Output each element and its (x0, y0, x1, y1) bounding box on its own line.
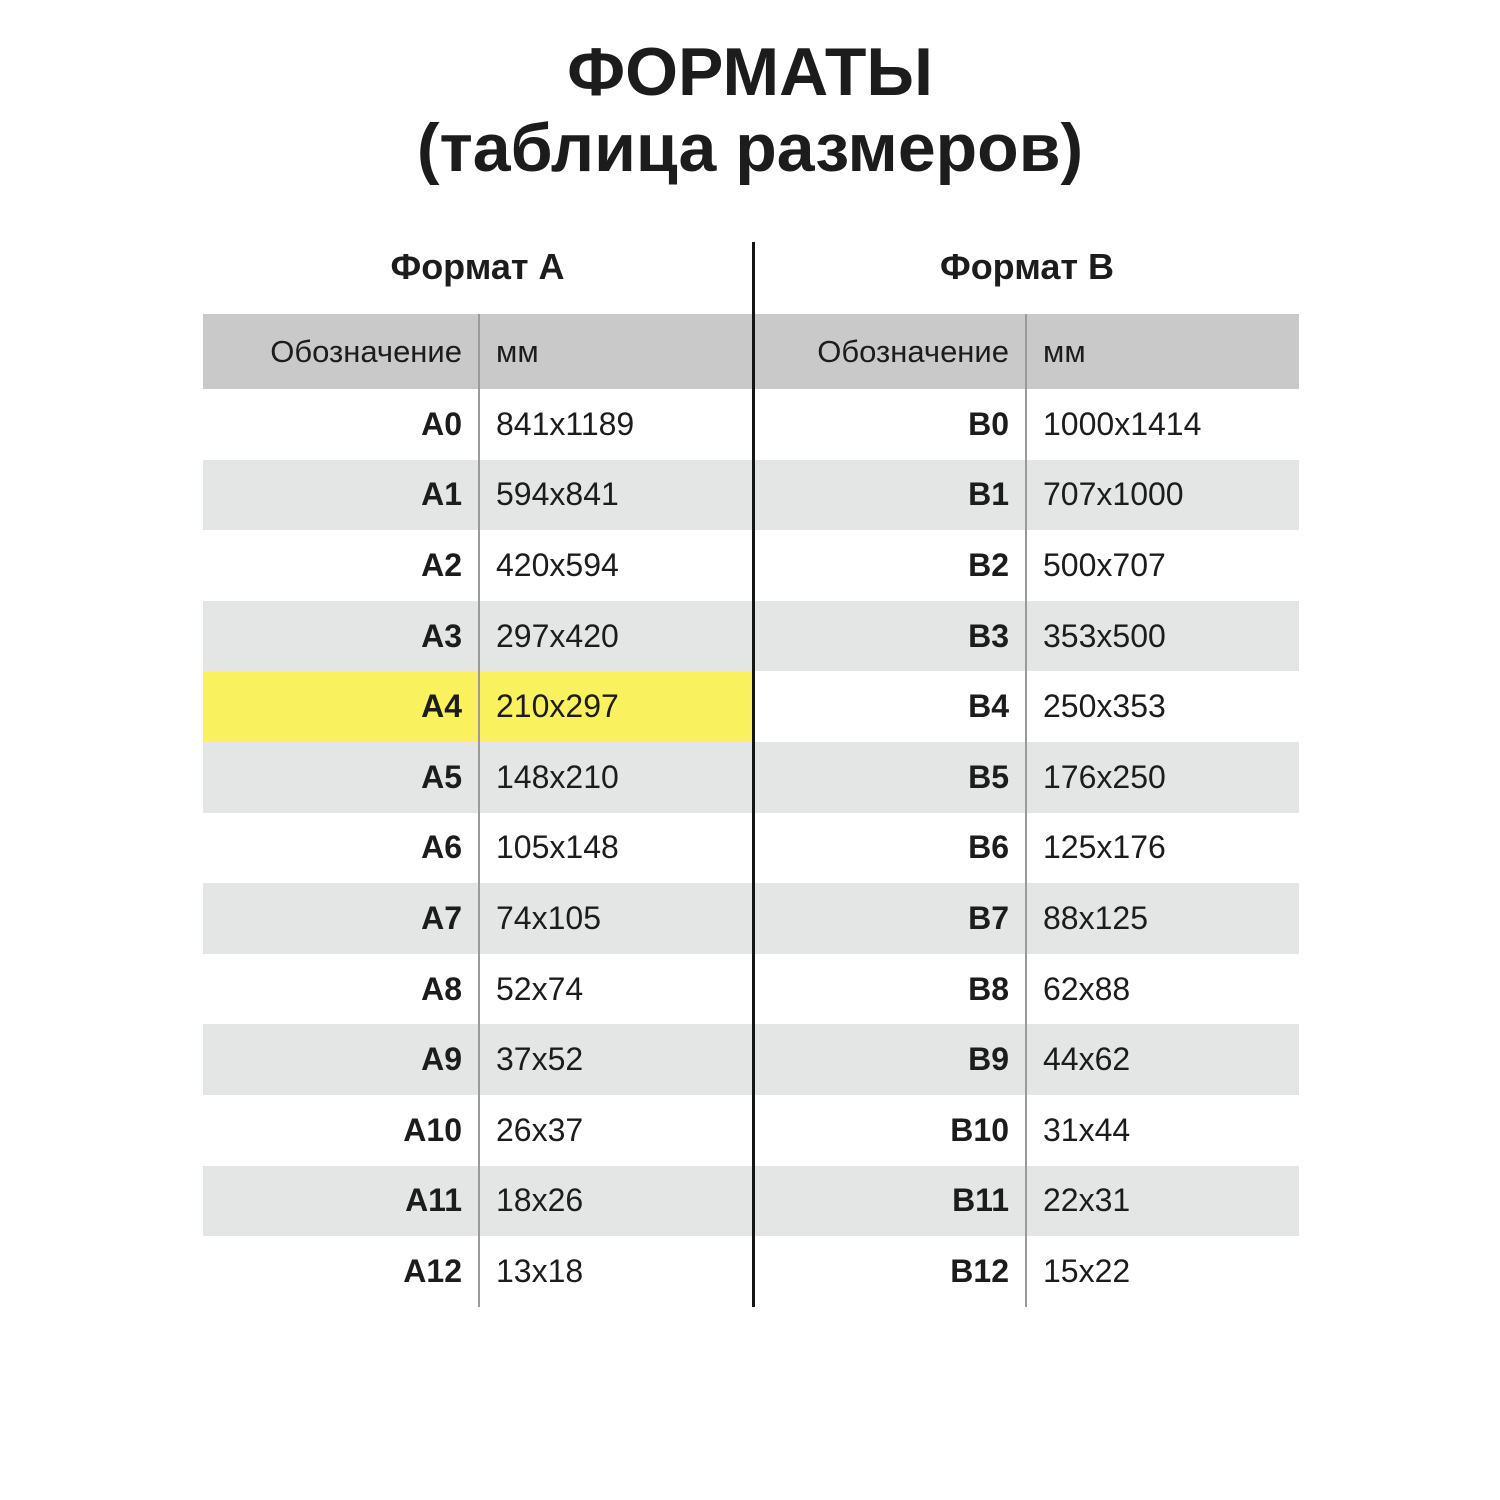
format-designation: B1 (755, 460, 1027, 531)
format-size-mm: 148x210 (496, 758, 619, 795)
page-title (0, 34, 1500, 186)
table-row-a6 (203, 813, 752, 884)
table-row-a11 (203, 1166, 752, 1237)
table-row-a3 (203, 601, 752, 672)
table-row-b1 (755, 460, 1299, 531)
format-a-table-body (203, 389, 752, 1307)
mm-column-header: мм (496, 333, 539, 369)
format-designation: A5 (203, 742, 480, 813)
format-designation: A10 (203, 1095, 480, 1166)
format-size-mm: 26x37 (496, 1111, 584, 1148)
table-row-b5 (755, 742, 1299, 813)
format-size-mm: 18x26 (496, 1182, 584, 1219)
format-designation: B9 (755, 1024, 1027, 1095)
format-designation: A4 (203, 671, 480, 742)
table-row-a5 (203, 742, 752, 813)
format-designation: B2 (755, 530, 1027, 601)
table-row-b8 (755, 954, 1299, 1025)
format-size-mm: 594x841 (496, 476, 619, 513)
format-a-heading: Формат A (390, 246, 565, 287)
format-a-table (203, 314, 752, 1307)
format-designation: B11 (755, 1166, 1027, 1237)
table-row-a9 (203, 1024, 752, 1095)
format-size-mm: 88x125 (1043, 899, 1148, 936)
format-designation: A6 (203, 813, 480, 884)
table-row-a10 (203, 1095, 752, 1166)
format-b-table (755, 314, 1299, 1307)
format-size-mm: 37x52 (496, 1041, 584, 1078)
format-size-mm: 125x176 (1043, 829, 1166, 866)
format-size-mm: 15x22 (1043, 1252, 1131, 1289)
table-row-b0 (755, 389, 1299, 460)
format-designation: B3 (755, 601, 1027, 672)
format-b-heading: Формат B (939, 246, 1115, 287)
format-designation: A8 (203, 954, 480, 1025)
page-title-line1: ФОРМАТЫ (567, 34, 933, 110)
format-designation: B12 (755, 1236, 1027, 1307)
format-size-mm: 62x88 (1043, 970, 1131, 1007)
format-designation: B0 (755, 389, 1027, 460)
format-size-mm: 105x148 (496, 829, 619, 866)
table-row-b4 (755, 671, 1299, 742)
format-size-mm: 22x31 (1043, 1182, 1131, 1219)
format-b-table-body (755, 389, 1299, 1307)
designation-column-header: Обозначение (203, 314, 480, 389)
format-designation: B5 (755, 742, 1027, 813)
table-row-a12 (203, 1236, 752, 1307)
table-row-b12 (755, 1236, 1299, 1307)
table-row-b2 (755, 530, 1299, 601)
format-size-mm: 74x105 (496, 899, 601, 936)
format-size-mm: 210x297 (496, 688, 619, 725)
format-designation: B8 (755, 954, 1027, 1025)
mm-column-header: мм (1043, 333, 1086, 369)
format-designation: B7 (755, 883, 1027, 954)
page-title-line2: (таблица размеров) (416, 110, 1084, 186)
format-designation: A2 (203, 530, 480, 601)
format-size-mm: 707x1000 (1043, 476, 1184, 513)
format-designation: A9 (203, 1024, 480, 1095)
format-designation: A12 (203, 1236, 480, 1307)
table-row-b6 (755, 813, 1299, 884)
format-designation: A0 (203, 389, 480, 460)
table-row-b9 (755, 1024, 1299, 1095)
format-size-mm: 31x44 (1043, 1111, 1131, 1148)
format-size-mm: 1000x1414 (1043, 405, 1202, 442)
format-size-mm: 500x707 (1043, 546, 1166, 583)
format-designation: B10 (755, 1095, 1027, 1166)
format-size-mm: 52x74 (496, 970, 584, 1007)
table-row-b11 (755, 1166, 1299, 1237)
table-row-a7 (203, 883, 752, 954)
format-size-mm: 353x500 (1043, 617, 1166, 654)
format-size-mm: 841x1189 (496, 405, 635, 442)
format-designation: A3 (203, 601, 480, 672)
format-size-mm: 13x18 (496, 1252, 584, 1289)
format-a-table-header (203, 314, 752, 389)
designation-column-header: Обозначение (755, 314, 1027, 389)
format-size-mm: 297x420 (496, 617, 619, 654)
table-row-b7 (755, 883, 1299, 954)
format-designation: B4 (755, 671, 1027, 742)
table-row-a8 (203, 954, 752, 1025)
format-size-mm: 420x594 (496, 546, 619, 583)
format-size-mm: 250x353 (1043, 688, 1166, 725)
format-size-mm: 44x62 (1043, 1041, 1131, 1078)
table-row-a1 (203, 460, 752, 531)
format-designation: A7 (203, 883, 480, 954)
table-row-a0 (203, 389, 752, 460)
format-designation: A11 (203, 1166, 480, 1237)
format-designation: A1 (203, 460, 480, 531)
table-row-a2 (203, 530, 752, 601)
format-size-mm: 176x250 (1043, 758, 1166, 795)
format-designation: B6 (755, 813, 1027, 884)
table-row-b10 (755, 1095, 1299, 1166)
table-row-a4 (203, 671, 752, 742)
table-row-b3 (755, 601, 1299, 672)
format-b-table-header (755, 314, 1299, 389)
